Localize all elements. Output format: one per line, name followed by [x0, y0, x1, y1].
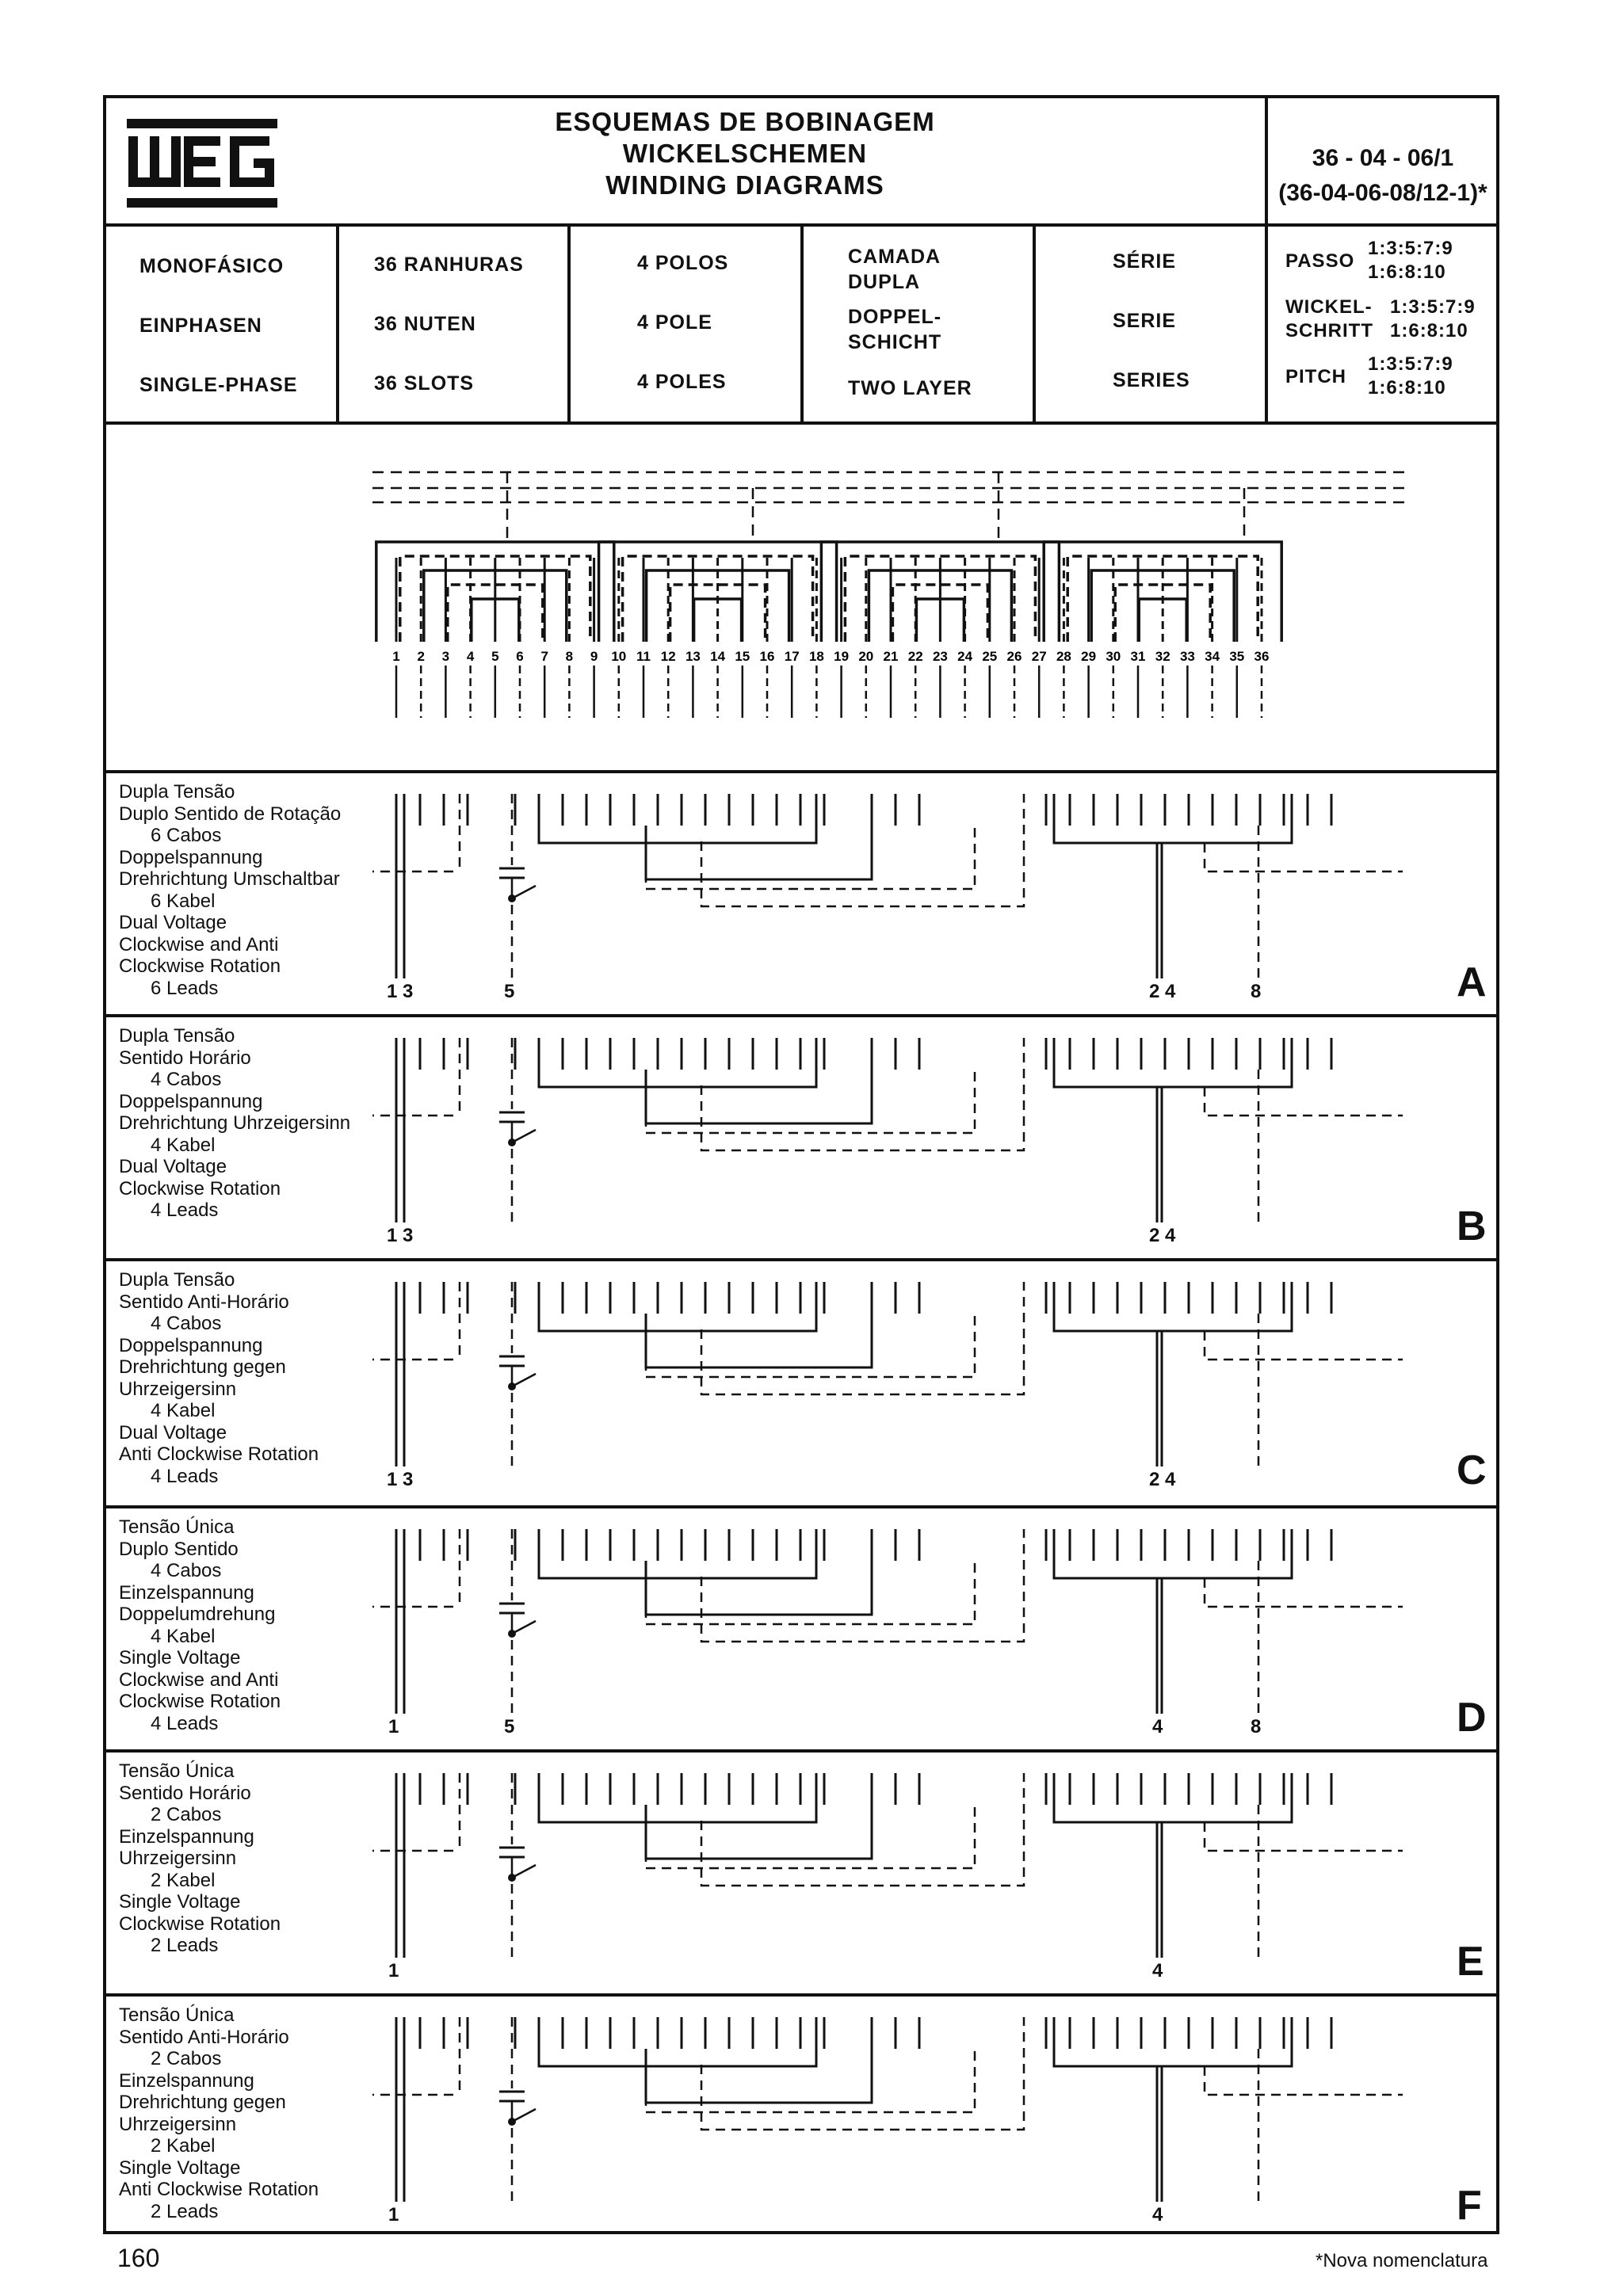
slot-number: 36: [1254, 649, 1270, 664]
spec-text: 1:3:5:7:9: [1390, 296, 1476, 318]
coil: [1091, 570, 1234, 642]
slot-number: 11: [636, 649, 651, 664]
lead-label: 5: [504, 981, 515, 1002]
slot-number: 24: [957, 649, 973, 664]
spec-text: 1:3:5:7:9: [1368, 353, 1453, 375]
coil-bracket: [646, 826, 872, 879]
spec-text: PASSO: [1285, 250, 1355, 272]
switch-blade: [512, 886, 536, 898]
divider: [1265, 95, 1268, 421]
slot-number: 26: [1006, 649, 1022, 664]
slot-number: 23: [932, 649, 948, 664]
panel-letter: F: [1457, 2183, 1482, 2229]
coil-bracket: [539, 1529, 816, 1578]
spec-text: PITCH: [1285, 366, 1346, 387]
spec-text: EINPHASEN: [139, 315, 262, 337]
coil-bracket: [646, 1805, 872, 1859]
lead-label: 8: [1251, 1716, 1262, 1737]
header: [103, 95, 1499, 226]
slot-number: 18: [808, 649, 824, 664]
panel-schematic: [372, 1749, 1403, 1993]
coil-bracket: [539, 794, 816, 843]
slot-number: 29: [1081, 649, 1097, 664]
spec-text: SÉRIE: [1113, 250, 1177, 273]
slot-number: 33: [1179, 649, 1195, 664]
slot-number: 17: [784, 649, 800, 664]
divider: [1033, 223, 1036, 423]
page-number: 160: [117, 2244, 160, 2272]
slot-number: 10: [611, 649, 627, 664]
lead-label: 2 4: [1149, 1469, 1176, 1490]
coil-bracket: [646, 2049, 872, 2103]
panel-letter: D: [1457, 1695, 1487, 1741]
slot-number: 8: [565, 649, 574, 664]
lead-label: 5: [504, 1716, 515, 1737]
lead-label: 1 3: [387, 1225, 414, 1246]
spec-text: MONOFÁSICO: [139, 255, 285, 277]
switch-blade: [512, 1865, 536, 1878]
spec-text: SCHICHT: [848, 331, 942, 353]
lead-label: 2 4: [1149, 1225, 1176, 1246]
coil-bracket: [539, 2017, 816, 2066]
return-line: [1205, 843, 1403, 871]
panel-description: Dupla Tensão Sentido Horário 4 Cabos Doppelspannung Drehrichtung Uhrzeigersinn 4 Kabel Dual Voltage Clockwise Rotation 4 Leads: [119, 1025, 351, 1221]
coil-bracket: [1054, 1529, 1292, 1578]
panel-schematic: [372, 1505, 1403, 1749]
panel-letter: C: [1457, 1447, 1487, 1493]
slot-number: 20: [858, 649, 874, 664]
slot-number: 7: [540, 649, 548, 664]
spec-text: 1:6:8:10: [1390, 320, 1468, 341]
slot-number: 32: [1155, 649, 1170, 664]
slot-number: 25: [982, 649, 998, 664]
lead-label: 4: [1152, 1960, 1163, 1981]
coil-bracket: [646, 1314, 872, 1367]
spec-text: 1:6:8:10: [1368, 261, 1446, 283]
return-line: [1205, 1331, 1403, 1360]
return-line: [1205, 1822, 1403, 1851]
slot-number: 21: [883, 649, 899, 664]
lead-label: 1 3: [387, 981, 414, 1002]
spec-text: CAMADA: [848, 246, 941, 268]
slot-number: 13: [685, 649, 701, 664]
panel-description: Dupla Tensão Sentido Anti-Horário 4 Cabos Doppelspannung Drehrichtung gegen Uhrzeigersinn 4 Kabel Dual Voltage Anti Clockwise Rotation 4 Leads: [119, 1269, 319, 1487]
panel-letter: B: [1457, 1203, 1487, 1249]
panel-letter: E: [1457, 1939, 1484, 1985]
winding-diagram: [103, 423, 1499, 772]
slot-number: 31: [1130, 649, 1146, 664]
return-line: [1205, 2066, 1403, 2095]
spec-text: 1:3:5:7:9: [1368, 238, 1453, 259]
slot-number: 12: [660, 649, 676, 664]
panel-schematic: [372, 770, 1403, 1014]
spec-text: DOPPEL-: [848, 306, 942, 328]
panel-letter: A: [1457, 959, 1487, 1005]
slot-number: 9: [590, 649, 598, 664]
spec-text: 4 POLES: [637, 371, 727, 393]
coil-bracket: [539, 1282, 816, 1331]
switch-blade: [512, 1374, 536, 1386]
slot-number: 14: [710, 649, 726, 664]
spec-text: SERIES: [1113, 369, 1190, 391]
slot-number: 3: [441, 649, 450, 664]
panel-description: Tensão Única Sentido Anti-Horário 2 Cabos Einzelspannung Drehrichtung gegen Uhrzeigersinn 2 Kabel Single Voltage Anti Clockwise Rotation 2 Leads: [119, 2004, 319, 2222]
lead-label: 1 3: [387, 1469, 414, 1490]
panel-schematic: [372, 1993, 1403, 2237]
spec-text: 36 RANHURAS: [374, 254, 524, 276]
coil-bracket: [1054, 1282, 1292, 1331]
slot-number: 1: [392, 649, 400, 664]
panel-description: Tensão Única Duplo Sentido 4 Cabos Einzelspannung Doppelumdrehung 4 Kabel Single Voltage Clockwise and Anti Clockwise Rotation 4 Leads: [119, 1516, 281, 1734]
coil-bracket: [539, 1038, 816, 1087]
spec-text: TWO LAYER: [848, 377, 972, 399]
coil-bracket: [1054, 794, 1292, 843]
lead-label: 1: [388, 2204, 399, 2225]
panel-description: Tensão Única Sentido Horário 2 Cabos Einzelspannung Uhrzeigersinn 2 Kabel Single Voltage Clockwise Rotation 2 Leads: [119, 1760, 281, 1956]
title-line: WINDING DIAGRAMS: [605, 170, 884, 200]
coil-bracket: [1054, 2017, 1292, 2066]
slot-number: 35: [1229, 649, 1245, 664]
spec-text: DUPLA: [848, 271, 921, 293]
spec-text: 36 NUTEN: [374, 313, 476, 335]
slot-number: 16: [759, 649, 775, 664]
weg-logo: [127, 119, 277, 208]
switch-blade: [512, 1621, 536, 1634]
coil-bracket: [646, 1561, 872, 1615]
spec-text: 1:6:8:10: [1368, 377, 1446, 399]
slot-number: 5: [491, 649, 499, 664]
coil-bracket: [1054, 1773, 1292, 1822]
lead-label: 2 4: [1149, 981, 1176, 1002]
lead-label: 4: [1152, 2204, 1163, 2225]
coil-bracket: [539, 1773, 816, 1822]
slot-number: 4: [466, 649, 475, 664]
return-line: [1205, 1578, 1403, 1607]
spec-text: SINGLE-PHASE: [139, 374, 298, 396]
switch-blade: [512, 1130, 536, 1142]
spec-text: 4 POLE: [637, 311, 712, 334]
spec-text: 36 SLOTS: [374, 372, 475, 395]
switch-blade: [512, 2109, 536, 2122]
panel-schematic: [372, 1014, 1403, 1258]
slot-number: 2: [417, 649, 425, 664]
slot-number: 34: [1205, 649, 1220, 664]
lead-label: 1: [388, 1960, 399, 1981]
slot-number: 15: [735, 649, 750, 664]
slot-number: 6: [516, 649, 524, 664]
code-main: 36 - 04 - 06/1: [1312, 145, 1454, 171]
spec-text: SCHRITT: [1285, 320, 1373, 341]
coil-bracket: [1054, 1038, 1292, 1087]
coil: [647, 570, 789, 642]
spec-text: WICKEL-: [1285, 296, 1373, 318]
lead-label: 4: [1152, 1716, 1163, 1737]
divider: [567, 223, 571, 423]
slot-number: 27: [1031, 649, 1047, 664]
panel-description: Dupla Tensão Duplo Sentido de Rotação 6 Cabos Doppelspannung Drehrichtung Umschaltbar 6 Kabel Dual Voltage Clockwise and Anti Clockwise Rotation 6 Leads: [119, 781, 342, 999]
divider: [800, 223, 804, 423]
slot-number: 22: [907, 649, 923, 664]
code-alt: (36-04-06-08/12-1)*: [1278, 180, 1487, 206]
title-line: ESQUEMAS DE BOBINAGEM: [555, 107, 935, 136]
title-line: WICKELSCHEMEN: [622, 139, 868, 168]
slot-number: 19: [834, 649, 850, 664]
diagram-title: [349, 106, 1141, 201]
lead-label: 8: [1251, 981, 1262, 1002]
slot-number: 30: [1106, 649, 1121, 664]
slot-number: 28: [1056, 649, 1071, 664]
footnote: *Nova nomenclatura: [1316, 2250, 1488, 2271]
spec-text: SERIE: [1113, 310, 1177, 332]
spec-text: 4 POLOS: [637, 252, 729, 274]
coil-bracket: [646, 1070, 872, 1123]
panel-schematic: [372, 1258, 1403, 1502]
diagram-code: [1268, 141, 1498, 211]
divider: [336, 223, 339, 423]
return-line: [1205, 1087, 1403, 1116]
lead-label: 1: [388, 1716, 399, 1737]
